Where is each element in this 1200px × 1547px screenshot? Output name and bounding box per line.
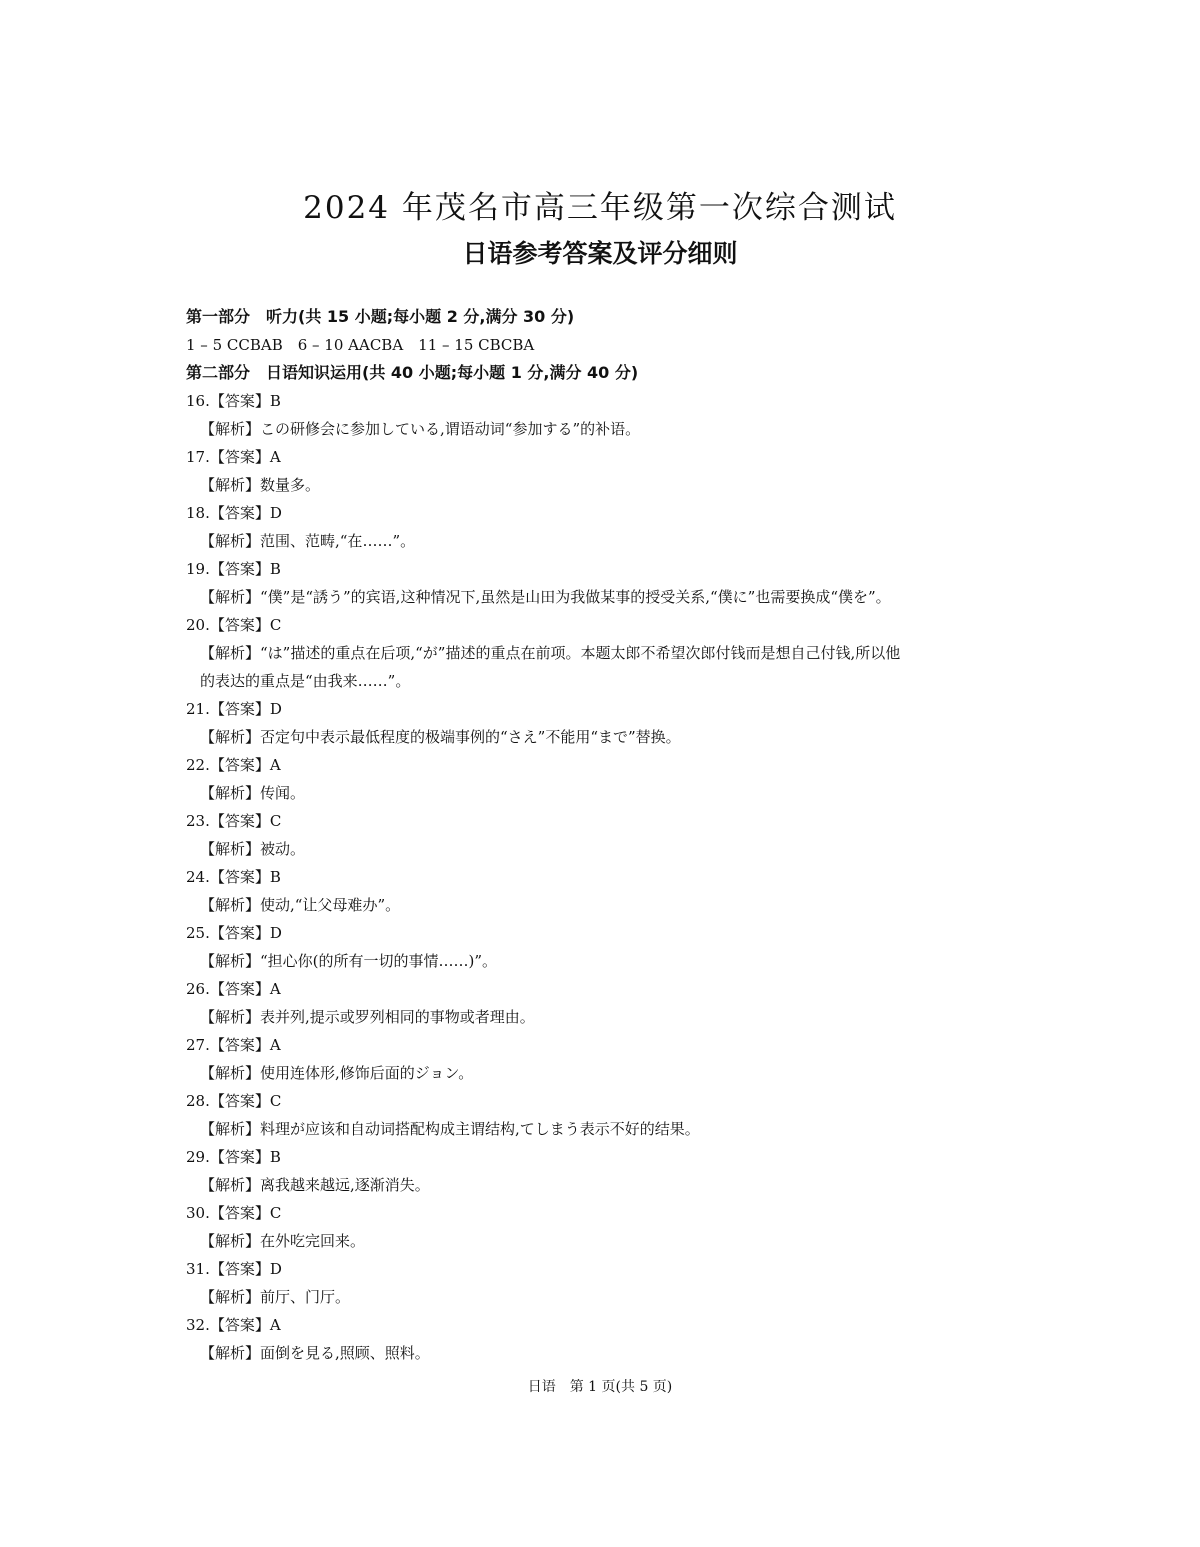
answer-line: 20.【答案】C	[186, 616, 282, 634]
explanation-line: 【解析】表并列,提示或罗列相同的事物或者理由。	[200, 1008, 535, 1026]
explanation-line: 【解析】前厅、门厅。	[200, 1288, 351, 1306]
explanation-line: 【解析】被动。	[200, 840, 306, 858]
answer-line: 16.【答案】B	[186, 392, 281, 410]
part1-heading: 第一部分 听力(共 15 小题;每小题 2 分,满分 30 分)	[186, 307, 575, 326]
answer-line: 30.【答案】C	[186, 1204, 282, 1222]
page-footer: 日语 第 1 页(共 5 页)	[527, 1379, 673, 1395]
explanation-line: 【解析】在外吃完回来。	[200, 1232, 366, 1250]
explanation-line: 【解析】料理が应该和自动词搭配构成主谓结构,てしまう表示不好的结果。	[200, 1120, 700, 1138]
explanation-line: 【解析】使用连体形,修饰后面的ジョン。	[200, 1064, 474, 1082]
answer-line: 26.【答案】A	[186, 980, 281, 998]
part1-answers: 1 – 5 CCBAB 6 – 10 AACBA 11 – 15 CBCBA	[186, 336, 535, 354]
explanation-line: 【解析】离我越来越远,逐渐消失。	[200, 1176, 430, 1194]
explanation-line: 【解析】“は”描述的重点在后项,“が”描述的重点在前项。本题太郎不希望次郎付钱而是想自己付钱,所以他	[200, 644, 901, 662]
explanation-line: 【解析】数量多。	[200, 476, 321, 494]
explanation-line: 【解析】否定句中表示最低程度的极端事例的“さえ”不能用“まで”替换。	[200, 728, 681, 746]
answer-line: 27.【答案】A	[186, 1036, 281, 1054]
part2-heading: 第二部分 日语知识运用(共 40 小题;每小题 1 分,满分 40 分)	[186, 363, 639, 382]
explanation-line: 【解析】范围、范畴,“在……”。	[200, 532, 416, 550]
answer-list	[186, 387, 1036, 1367]
document-title: 2024 年茂名市高三年级第一次综合测试	[303, 190, 897, 226]
answer-line: 28.【答案】C	[186, 1092, 282, 1110]
answer-line: 31.【答案】D	[186, 1260, 282, 1278]
answer-line: 21.【答案】D	[186, 700, 282, 718]
answer-content	[186, 303, 1036, 1367]
explanation-line: 【解析】“担心你(的所有一切的事情……)”。	[200, 952, 498, 970]
answer-line: 18.【答案】D	[186, 504, 282, 522]
answer-line: 17.【答案】A	[186, 448, 281, 466]
explanation-line: 【解析】使动,“让父母难办”。	[200, 896, 401, 914]
answer-line: 19.【答案】B	[186, 560, 281, 578]
answer-line: 29.【答案】B	[186, 1148, 281, 1166]
explanation-line: 【解析】传闻。	[200, 784, 306, 802]
answer-line: 22.【答案】A	[186, 756, 281, 774]
document-subtitle: 日语参考答案及评分细则	[462, 239, 738, 268]
answer-line: 24.【答案】B	[186, 868, 281, 886]
explanation-line: 【解析】この研修会に参加している,谓语动词“参加する”的补语。	[200, 420, 641, 438]
explanation-line: 【解析】面倒を見る,照顾、照料。	[200, 1344, 430, 1362]
answer-line: 32.【答案】A	[186, 1316, 281, 1334]
answer-line: 25.【答案】D	[186, 924, 282, 942]
explanation-line: 的表达的重点是“由我来……”。	[200, 672, 411, 690]
answer-line: 23.【答案】C	[186, 812, 282, 830]
explanation-line: 【解析】“僕”是“誘う”的宾语,这种情况下,虽然是山田为我做某事的授受关系,“僕に”也需要换成“僕を”。	[200, 588, 891, 606]
